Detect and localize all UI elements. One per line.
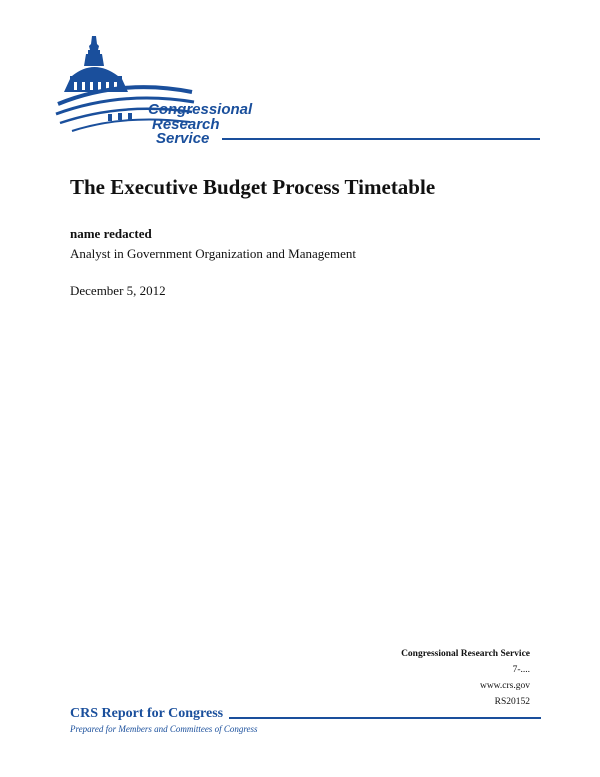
logo-word-service: Service — [156, 130, 210, 147]
report-number: RS20152 — [494, 697, 530, 707]
author-name: name redacted — [70, 226, 152, 241]
report-date: December 5, 2012 — [70, 283, 166, 298]
footer-subtitle: Prepared for Members and Committees of Congress — [70, 724, 258, 734]
report-title: The Executive Budget Process Timetable — [70, 175, 436, 199]
logo-rule — [222, 138, 540, 140]
footer-title: CRS Report for Congress — [70, 706, 224, 721]
contact-phone: 7-.... — [512, 665, 530, 675]
footer-rule — [229, 717, 541, 719]
logo-word-research: Research — [152, 116, 220, 133]
contact-organization: Congressional Research Service — [401, 649, 530, 659]
logo-word-congressional: Congressional — [148, 101, 253, 118]
contact-website[interactable]: www.crs.gov — [479, 681, 530, 691]
crs-logo — [52, 30, 542, 148]
contact-block — [401, 646, 530, 710]
author-affiliation: Analyst in Government Organization and Management — [70, 246, 357, 261]
